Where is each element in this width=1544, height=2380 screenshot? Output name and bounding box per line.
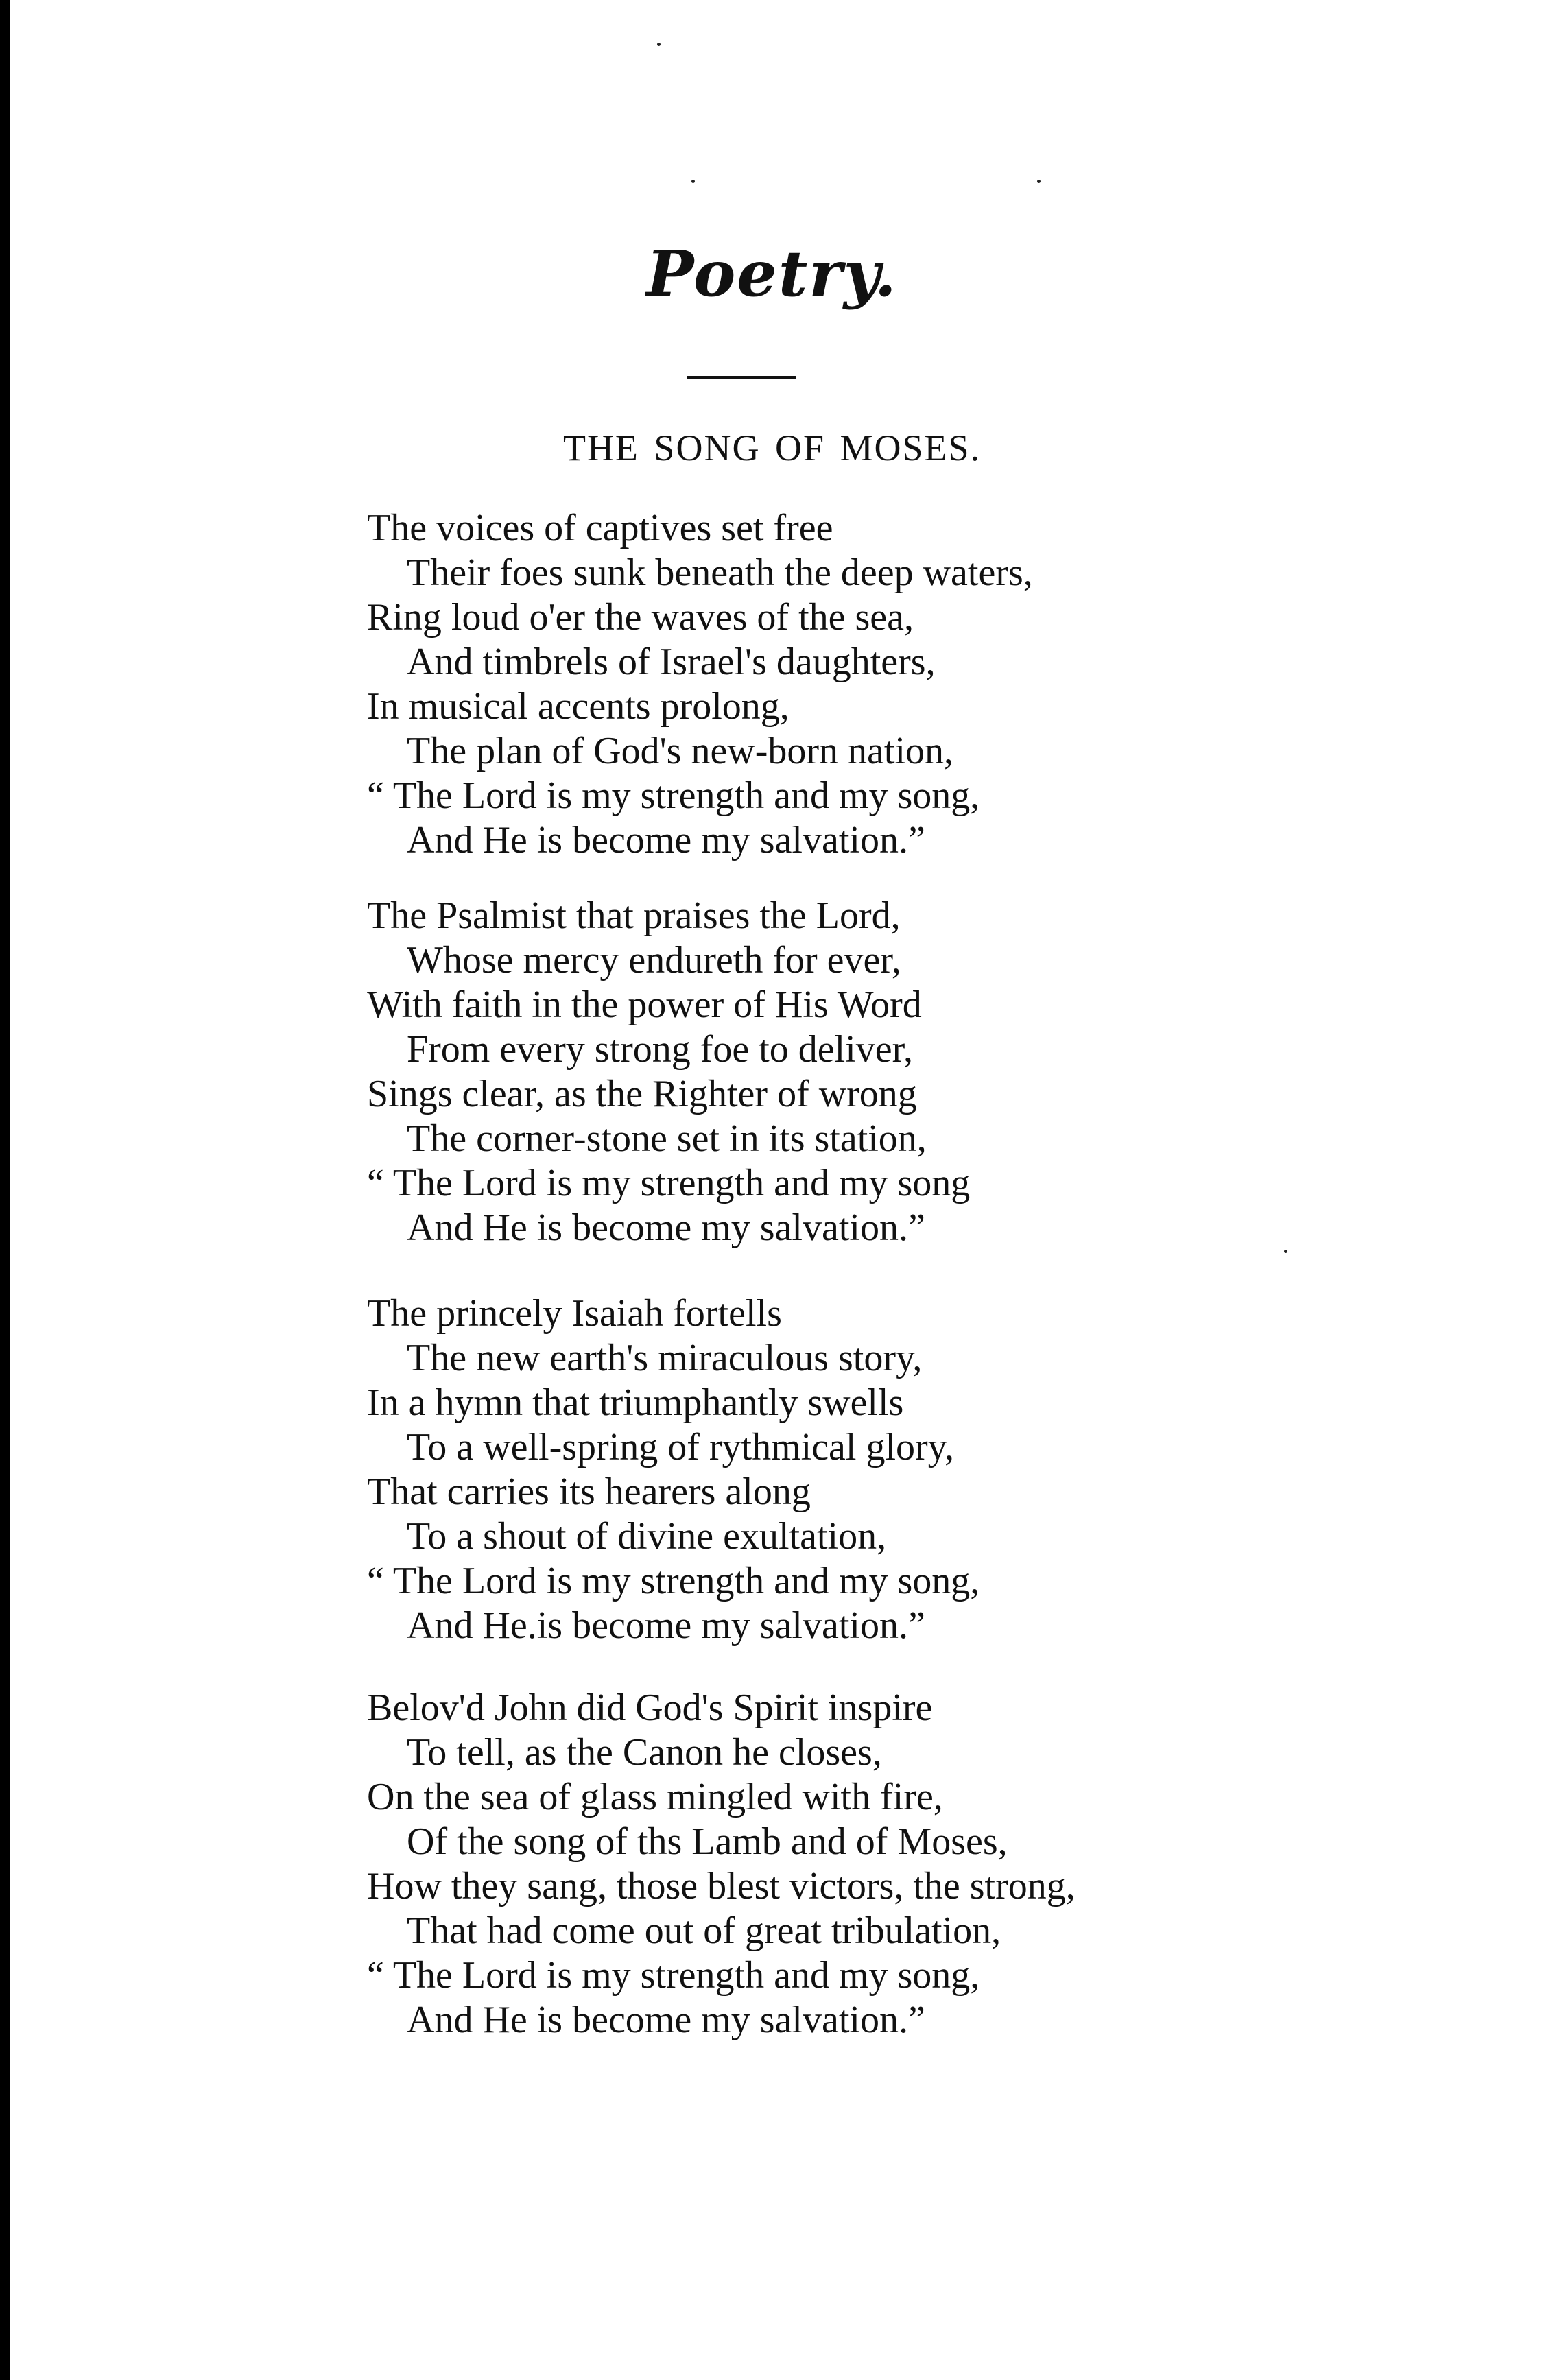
- stanza-3: [367, 1292, 1437, 1648]
- poem-line: “ The Lord is my strength and my song,: [367, 1560, 980, 1602]
- poem-line: “ The Lord is my strength and my song: [367, 1162, 971, 1204]
- poem-line: Whose mercy endureth for ever,: [407, 939, 901, 981]
- scan-speck: [691, 180, 695, 183]
- poem-line: And He is become my salvation.”: [407, 1206, 925, 1249]
- page-scan-edge: [0, 0, 10, 2380]
- poem-line: To a well-spring of rythmical glory,: [407, 1426, 955, 1468]
- poem-line: Their foes sunk beneath the deep waters,: [407, 551, 1033, 594]
- poem-line: The corner-stone set in its station,: [407, 1117, 927, 1160]
- poem-line: To a shout of divine exultation,: [407, 1515, 887, 1558]
- poem-line: “ The Lord is my strength and my song,: [367, 774, 980, 817]
- poem-line: And He.is become my salvation.”: [407, 1604, 925, 1647]
- poem-line: From every strong foe to deliver,: [407, 1028, 914, 1071]
- poem-line: And timbrels of Israel's daughters,: [407, 641, 936, 683]
- heading-rule: [687, 376, 796, 379]
- poem-line: How they sang, those blest victors, the strong,: [367, 1865, 1076, 1907]
- stanza-1: [367, 506, 1437, 863]
- poem-line: Of the song of ths Lamb and of Moses,: [407, 1820, 1008, 1863]
- poem-line: Ring loud o'er the waves of the sea,: [367, 596, 914, 639]
- poem-line: The princely Isaiah fortells: [367, 1292, 782, 1335]
- poem-line: And He is become my salvation.”: [407, 1999, 925, 2041]
- poem-line: That carries its hearers along: [367, 1471, 811, 1513]
- poem-line: The voices of captives set free: [367, 507, 833, 549]
- poem-line: The plan of God's new-born nation,: [407, 730, 954, 772]
- poem-line: In a hymn that triumphantly swells: [367, 1381, 904, 1424]
- poem-line: With faith in the power of His Word: [367, 984, 922, 1026]
- poem-line: Belov'd John did God's Spirit inspire: [367, 1687, 933, 1729]
- poem-line: To tell, as the Canon he closes,: [407, 1731, 882, 1774]
- poem-line: “ The Lord is my strength and my song,: [367, 1954, 980, 1997]
- poem-line: On the sea of glass mingled with fire,: [367, 1776, 943, 1818]
- stanza-4: [367, 1686, 1437, 2043]
- poem-line: Sings clear, as the Righter of wrong: [367, 1073, 917, 1115]
- poem-line: In musical accents prolong,: [367, 685, 789, 728]
- scan-speck: [657, 43, 661, 46]
- poem-title: THE SONG OF MOSES.: [562, 427, 982, 468]
- section-heading: Poetry.: [646, 237, 898, 311]
- poem-line: And He is become my salvation.”: [407, 819, 925, 861]
- stanza-2: [367, 894, 1437, 1250]
- poem-line: That had come out of great tribulation,: [407, 1909, 1001, 1952]
- scan-speck: [1037, 180, 1041, 183]
- poem-line: The new earth's miraculous story,: [407, 1337, 923, 1379]
- poem-line: The Psalmist that praises the Lord,: [367, 894, 901, 937]
